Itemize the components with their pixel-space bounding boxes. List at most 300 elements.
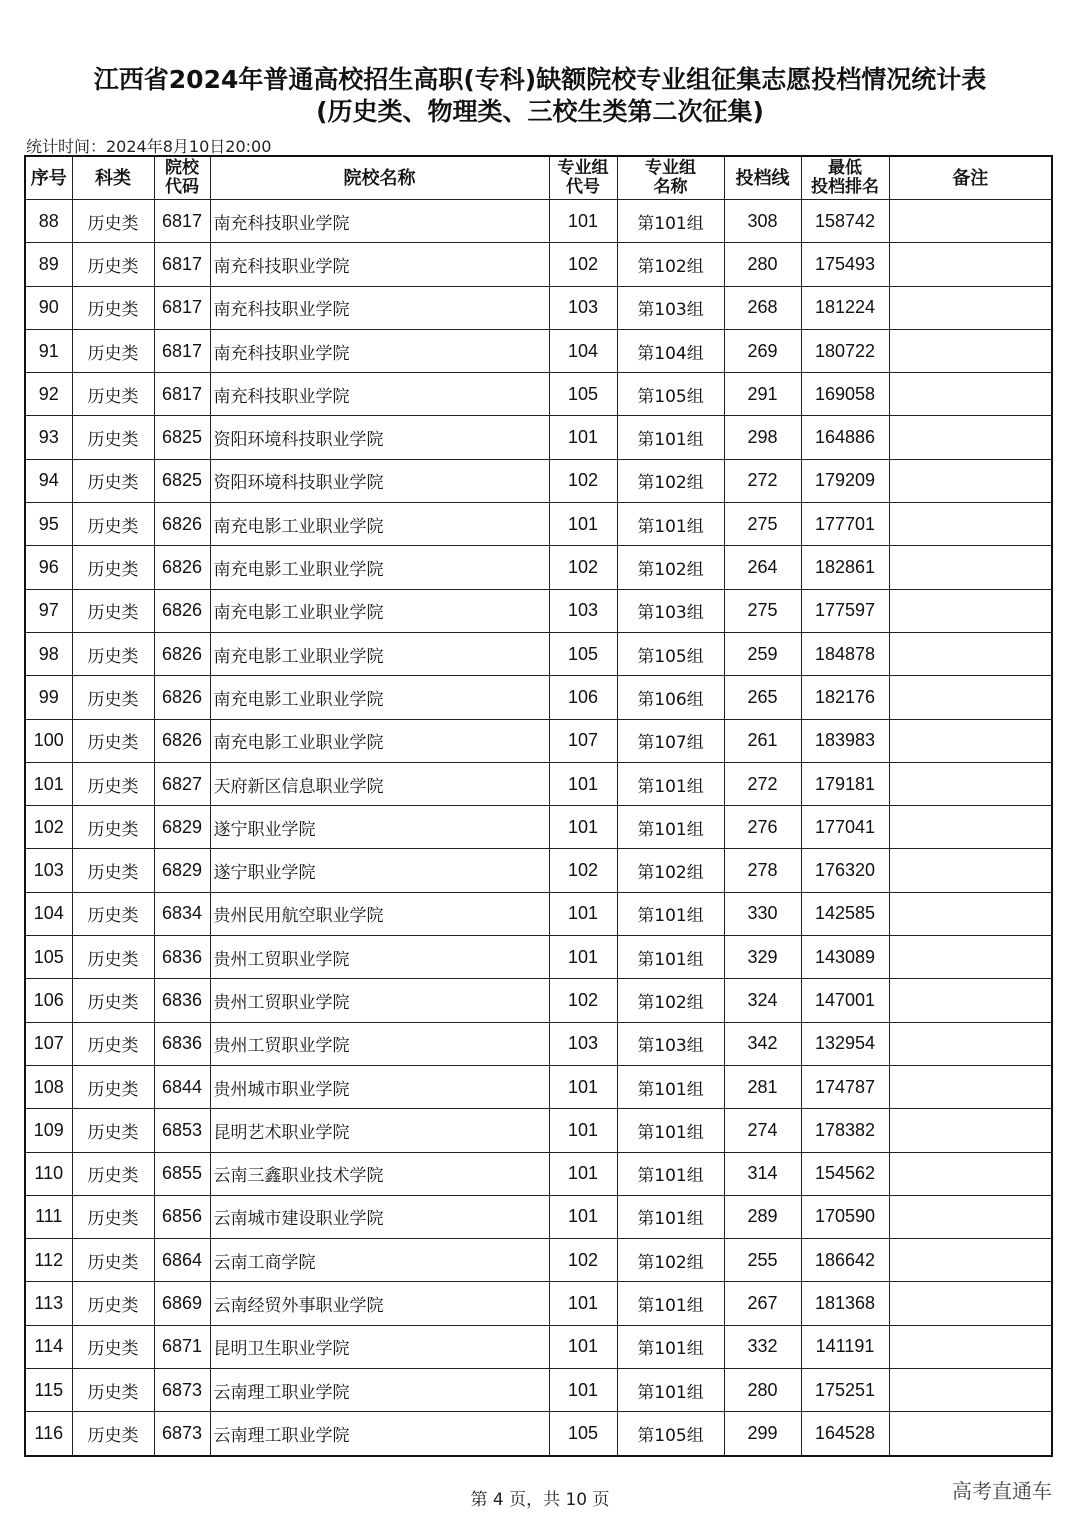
cell-group-code: 102 xyxy=(549,849,617,892)
cell-school-name: 贵州工贸职业学院 xyxy=(210,979,549,1022)
cell-min-rank: 181368 xyxy=(801,1282,889,1325)
cell-category: 历史类 xyxy=(72,243,154,286)
cell-school-name: 南充科技职业学院 xyxy=(210,286,549,329)
cell-group-name: 第107组 xyxy=(617,719,724,762)
table-row xyxy=(25,1369,1052,1412)
cell-group-code: 101 xyxy=(549,762,617,805)
cell-category: 历史类 xyxy=(72,762,154,805)
cell-school-name: 南充电影工业职业学院 xyxy=(210,589,549,632)
cell-min-rank: 175493 xyxy=(801,243,889,286)
cell-group-name: 第101组 xyxy=(617,1325,724,1368)
cell-school-name: 贵州工贸职业学院 xyxy=(210,1022,549,1065)
header-category: 科类 xyxy=(72,156,154,200)
cell-score-line: 280 xyxy=(724,243,801,286)
cell-seq: 96 xyxy=(25,546,72,589)
cell-min-rank: 182176 xyxy=(801,676,889,719)
cell-min-rank: 180722 xyxy=(801,329,889,372)
table-row xyxy=(25,719,1052,762)
cell-group-code: 101 xyxy=(549,892,617,935)
cell-group-code: 101 xyxy=(549,1109,617,1152)
cell-category: 历史类 xyxy=(72,1065,154,1108)
cell-remark xyxy=(889,979,1052,1022)
cell-group-code: 101 xyxy=(549,1152,617,1195)
cell-group-code: 101 xyxy=(549,1065,617,1108)
cell-score-line: 332 xyxy=(724,1325,801,1368)
cell-group-name: 第101组 xyxy=(617,1109,724,1152)
cell-min-rank: 175251 xyxy=(801,1369,889,1412)
admission-table xyxy=(24,155,1053,1457)
cell-group-code: 101 xyxy=(549,503,617,546)
cell-min-rank: 142585 xyxy=(801,892,889,935)
table-row xyxy=(25,286,1052,329)
cell-school-name: 南充电影工业职业学院 xyxy=(210,676,549,719)
cell-remark xyxy=(889,286,1052,329)
cell-remark xyxy=(889,243,1052,286)
cell-score-line: 272 xyxy=(724,762,801,805)
cell-group-name: 第102组 xyxy=(617,459,724,502)
cell-min-rank: 179209 xyxy=(801,459,889,502)
cell-school-code: 6817 xyxy=(154,243,210,286)
cell-seq: 95 xyxy=(25,503,72,546)
cell-score-line: 268 xyxy=(724,286,801,329)
table-row xyxy=(25,416,1052,459)
cell-score-line: 259 xyxy=(724,632,801,675)
table-row xyxy=(25,329,1052,372)
header-group-name: 专业组 名称 xyxy=(617,156,724,200)
header-group-code: 专业组 代号 xyxy=(549,156,617,200)
cell-min-rank: 179181 xyxy=(801,762,889,805)
cell-school-name: 贵州民用航空职业学院 xyxy=(210,892,549,935)
cell-min-rank: 169058 xyxy=(801,373,889,416)
cell-min-rank: 147001 xyxy=(801,979,889,1022)
table-row xyxy=(25,1412,1052,1456)
cell-score-line: 298 xyxy=(724,416,801,459)
cell-score-line: 261 xyxy=(724,719,801,762)
table-row xyxy=(25,1152,1052,1195)
cell-min-rank: 186642 xyxy=(801,1239,889,1282)
cell-group-name: 第101组 xyxy=(617,1282,724,1325)
cell-school-name: 天府新区信息职业学院 xyxy=(210,762,549,805)
cell-category: 历史类 xyxy=(72,373,154,416)
cell-seq: 100 xyxy=(25,719,72,762)
cell-group-code: 105 xyxy=(549,1412,617,1456)
cell-group-code: 106 xyxy=(549,676,617,719)
cell-category: 历史类 xyxy=(72,892,154,935)
cell-category: 历史类 xyxy=(72,1282,154,1325)
header-school-code: 院校 代码 xyxy=(154,156,210,200)
header-school-name: 院校名称 xyxy=(210,156,549,200)
cell-min-rank: 178382 xyxy=(801,1109,889,1152)
cell-score-line: 278 xyxy=(724,849,801,892)
cell-school-name: 南充科技职业学院 xyxy=(210,329,549,372)
cell-group-name: 第104组 xyxy=(617,329,724,372)
cell-school-code: 6836 xyxy=(154,979,210,1022)
cell-remark xyxy=(889,806,1052,849)
cell-remark xyxy=(889,589,1052,632)
cell-score-line: 329 xyxy=(724,936,801,979)
header-remark: 备注 xyxy=(889,156,1052,200)
cell-score-line: 280 xyxy=(724,1369,801,1412)
cell-category: 历史类 xyxy=(72,1195,154,1238)
cell-category: 历史类 xyxy=(72,589,154,632)
cell-group-name: 第101组 xyxy=(617,936,724,979)
cell-seq: 92 xyxy=(25,373,72,416)
cell-group-name: 第106组 xyxy=(617,676,724,719)
cell-group-code: 105 xyxy=(549,632,617,675)
cell-category: 历史类 xyxy=(72,459,154,502)
table-row xyxy=(25,1282,1052,1325)
cell-group-code: 102 xyxy=(549,546,617,589)
cell-remark xyxy=(889,1369,1052,1412)
cell-school-code: 6826 xyxy=(154,503,210,546)
cell-group-name: 第101组 xyxy=(617,1369,724,1412)
cell-category: 历史类 xyxy=(72,200,154,243)
cell-score-line: 291 xyxy=(724,373,801,416)
cell-min-rank: 176320 xyxy=(801,849,889,892)
cell-group-name: 第101组 xyxy=(617,892,724,935)
page-indicator: 第 4 页，共 10 页 xyxy=(470,1490,610,1510)
cell-score-line: 272 xyxy=(724,459,801,502)
brand-label: 高考直通车 xyxy=(952,1479,1052,1503)
cell-min-rank: 183983 xyxy=(801,719,889,762)
cell-school-name: 云南城市建设职业学院 xyxy=(210,1195,549,1238)
table-row xyxy=(25,632,1052,675)
cell-school-name: 云南工商学院 xyxy=(210,1239,549,1282)
cell-seq: 94 xyxy=(25,459,72,502)
table-row xyxy=(25,979,1052,1022)
cell-group-name: 第105组 xyxy=(617,1412,724,1456)
cell-school-code: 6856 xyxy=(154,1195,210,1238)
cell-school-code: 6826 xyxy=(154,676,210,719)
cell-remark xyxy=(889,936,1052,979)
cell-remark xyxy=(889,1022,1052,1065)
cell-school-code: 6825 xyxy=(154,416,210,459)
cell-group-name: 第101组 xyxy=(617,200,724,243)
cell-category: 历史类 xyxy=(72,979,154,1022)
cell-min-rank: 181224 xyxy=(801,286,889,329)
cell-score-line: 289 xyxy=(724,1195,801,1238)
cell-score-line: 276 xyxy=(724,806,801,849)
cell-seq: 89 xyxy=(25,243,72,286)
cell-seq: 115 xyxy=(25,1369,72,1412)
cell-seq: 101 xyxy=(25,762,72,805)
cell-min-rank: 141191 xyxy=(801,1325,889,1368)
cell-group-code: 104 xyxy=(549,329,617,372)
cell-score-line: 274 xyxy=(724,1109,801,1152)
cell-score-line: 275 xyxy=(724,503,801,546)
cell-category: 历史类 xyxy=(72,1109,154,1152)
cell-school-name: 南充电影工业职业学院 xyxy=(210,503,549,546)
cell-remark xyxy=(889,546,1052,589)
cell-group-name: 第101组 xyxy=(617,503,724,546)
cell-group-code: 101 xyxy=(549,936,617,979)
cell-group-code: 101 xyxy=(549,806,617,849)
cell-school-code: 6853 xyxy=(154,1109,210,1152)
cell-group-code: 102 xyxy=(549,979,617,1022)
table-row xyxy=(25,892,1052,935)
cell-school-name: 昆明卫生职业学院 xyxy=(210,1325,549,1368)
cell-category: 历史类 xyxy=(72,806,154,849)
cell-school-name: 资阳环境科技职业学院 xyxy=(210,416,549,459)
cell-school-code: 6826 xyxy=(154,589,210,632)
cell-group-code: 101 xyxy=(549,416,617,459)
cell-school-code: 6825 xyxy=(154,459,210,502)
table-row xyxy=(25,503,1052,546)
cell-group-name: 第101组 xyxy=(617,1152,724,1195)
cell-group-name: 第105组 xyxy=(617,632,724,675)
cell-seq: 93 xyxy=(25,416,72,459)
cell-seq: 108 xyxy=(25,1065,72,1108)
cell-group-code: 102 xyxy=(549,459,617,502)
cell-school-name: 资阳环境科技职业学院 xyxy=(210,459,549,502)
cell-seq: 98 xyxy=(25,632,72,675)
cell-score-line: 275 xyxy=(724,589,801,632)
cell-group-code: 101 xyxy=(549,1369,617,1412)
cell-school-name: 南充科技职业学院 xyxy=(210,243,549,286)
table-row xyxy=(25,1065,1052,1108)
cell-seq: 109 xyxy=(25,1109,72,1152)
cell-school-code: 6829 xyxy=(154,849,210,892)
header-min-rank: 最低 投档排名 xyxy=(801,156,889,200)
cell-group-name: 第101组 xyxy=(617,1195,724,1238)
table-row xyxy=(25,936,1052,979)
cell-remark xyxy=(889,1195,1052,1238)
cell-remark xyxy=(889,503,1052,546)
cell-school-code: 6864 xyxy=(154,1239,210,1282)
cell-min-rank: 170590 xyxy=(801,1195,889,1238)
table-row xyxy=(25,1022,1052,1065)
cell-category: 历史类 xyxy=(72,329,154,372)
cell-score-line: 324 xyxy=(724,979,801,1022)
cell-group-name: 第102组 xyxy=(617,979,724,1022)
cell-group-name: 第101组 xyxy=(617,416,724,459)
cell-seq: 102 xyxy=(25,806,72,849)
cell-school-code: 6826 xyxy=(154,719,210,762)
title-line-2: (历史类、物理类、三校生类第二次征集) xyxy=(316,97,764,126)
cell-category: 历史类 xyxy=(72,1022,154,1065)
cell-score-line: 330 xyxy=(724,892,801,935)
cell-remark xyxy=(889,329,1052,372)
cell-min-rank: 164528 xyxy=(801,1412,889,1456)
cell-seq: 90 xyxy=(25,286,72,329)
cell-group-code: 103 xyxy=(549,589,617,632)
cell-remark xyxy=(889,849,1052,892)
cell-group-code: 101 xyxy=(549,1325,617,1368)
cell-school-code: 6817 xyxy=(154,329,210,372)
stat-time: 统计时间：2024年8月10日20:00 xyxy=(26,137,272,156)
cell-school-name: 南充科技职业学院 xyxy=(210,373,549,416)
cell-seq: 107 xyxy=(25,1022,72,1065)
cell-min-rank: 177597 xyxy=(801,589,889,632)
cell-min-rank: 177701 xyxy=(801,503,889,546)
cell-group-code: 102 xyxy=(549,1239,617,1282)
cell-min-rank: 184878 xyxy=(801,632,889,675)
cell-school-name: 贵州工贸职业学院 xyxy=(210,936,549,979)
cell-remark xyxy=(889,200,1052,243)
table-row xyxy=(25,373,1052,416)
cell-min-rank: 174787 xyxy=(801,1065,889,1108)
cell-school-code: 6855 xyxy=(154,1152,210,1195)
cell-school-code: 6827 xyxy=(154,762,210,805)
title-line-1: 江西省2024年普通高校招生高职(专科)缺额院校专业组征集志愿投档情况统计表 xyxy=(93,65,987,94)
cell-category: 历史类 xyxy=(72,849,154,892)
cell-score-line: 308 xyxy=(724,200,801,243)
cell-score-line: 255 xyxy=(724,1239,801,1282)
cell-score-line: 267 xyxy=(724,1282,801,1325)
cell-category: 历史类 xyxy=(72,936,154,979)
header-row xyxy=(25,156,1052,200)
cell-school-code: 6817 xyxy=(154,286,210,329)
cell-remark xyxy=(889,632,1052,675)
table-row xyxy=(25,849,1052,892)
cell-group-name: 第101组 xyxy=(617,1065,724,1108)
cell-school-name: 遂宁职业学院 xyxy=(210,806,549,849)
cell-remark xyxy=(889,1065,1052,1108)
cell-school-name: 南充科技职业学院 xyxy=(210,200,549,243)
cell-remark xyxy=(889,1239,1052,1282)
cell-group-name: 第102组 xyxy=(617,849,724,892)
cell-school-name: 南充电影工业职业学院 xyxy=(210,719,549,762)
cell-seq: 99 xyxy=(25,676,72,719)
cell-group-code: 105 xyxy=(549,373,617,416)
cell-score-line: 299 xyxy=(724,1412,801,1456)
cell-category: 历史类 xyxy=(72,1369,154,1412)
cell-school-name: 遂宁职业学院 xyxy=(210,849,549,892)
cell-school-code: 6869 xyxy=(154,1282,210,1325)
cell-seq: 114 xyxy=(25,1325,72,1368)
table-row xyxy=(25,546,1052,589)
cell-group-name: 第103组 xyxy=(617,286,724,329)
cell-school-code: 6844 xyxy=(154,1065,210,1108)
cell-min-rank: 143089 xyxy=(801,936,889,979)
cell-group-code: 101 xyxy=(549,200,617,243)
cell-group-name: 第102组 xyxy=(617,1239,724,1282)
cell-category: 历史类 xyxy=(72,1325,154,1368)
cell-score-line: 342 xyxy=(724,1022,801,1065)
cell-remark xyxy=(889,1412,1052,1456)
cell-seq: 103 xyxy=(25,849,72,892)
cell-remark xyxy=(889,373,1052,416)
cell-remark xyxy=(889,416,1052,459)
cell-category: 历史类 xyxy=(72,546,154,589)
cell-category: 历史类 xyxy=(72,676,154,719)
table-row xyxy=(25,1109,1052,1152)
cell-min-rank: 158742 xyxy=(801,200,889,243)
table-row xyxy=(25,1325,1052,1368)
cell-seq: 113 xyxy=(25,1282,72,1325)
cell-group-name: 第101组 xyxy=(617,806,724,849)
cell-category: 历史类 xyxy=(72,416,154,459)
cell-remark xyxy=(889,1282,1052,1325)
cell-score-line: 269 xyxy=(724,329,801,372)
cell-school-name: 昆明艺术职业学院 xyxy=(210,1109,549,1152)
cell-group-name: 第103组 xyxy=(617,1022,724,1065)
cell-group-name: 第102组 xyxy=(617,546,724,589)
cell-score-line: 264 xyxy=(724,546,801,589)
cell-seq: 112 xyxy=(25,1239,72,1282)
header-score-line: 投档线 xyxy=(724,156,801,200)
cell-seq: 88 xyxy=(25,200,72,243)
cell-score-line: 281 xyxy=(724,1065,801,1108)
cell-remark xyxy=(889,676,1052,719)
cell-category: 历史类 xyxy=(72,1412,154,1456)
cell-school-name: 云南理工职业学院 xyxy=(210,1412,549,1456)
cell-seq: 106 xyxy=(25,979,72,1022)
cell-remark xyxy=(889,719,1052,762)
table-row xyxy=(25,1239,1052,1282)
table-row xyxy=(25,762,1052,805)
cell-seq: 111 xyxy=(25,1195,72,1238)
cell-school-code: 6817 xyxy=(154,200,210,243)
cell-group-name: 第105组 xyxy=(617,373,724,416)
cell-seq: 105 xyxy=(25,936,72,979)
cell-school-code: 6826 xyxy=(154,632,210,675)
cell-category: 历史类 xyxy=(72,503,154,546)
table-row xyxy=(25,1195,1052,1238)
cell-min-rank: 182861 xyxy=(801,546,889,589)
cell-score-line: 314 xyxy=(724,1152,801,1195)
cell-remark xyxy=(889,1325,1052,1368)
cell-seq: 104 xyxy=(25,892,72,935)
cell-school-code: 6834 xyxy=(154,892,210,935)
cell-seq: 110 xyxy=(25,1152,72,1195)
cell-group-code: 107 xyxy=(549,719,617,762)
cell-seq: 116 xyxy=(25,1412,72,1456)
cell-score-line: 265 xyxy=(724,676,801,719)
cell-school-name: 南充电影工业职业学院 xyxy=(210,632,549,675)
table-row xyxy=(25,676,1052,719)
cell-remark xyxy=(889,1152,1052,1195)
cell-school-code: 6826 xyxy=(154,546,210,589)
cell-min-rank: 132954 xyxy=(801,1022,889,1065)
cell-min-rank: 154562 xyxy=(801,1152,889,1195)
cell-remark xyxy=(889,762,1052,805)
cell-min-rank: 177041 xyxy=(801,806,889,849)
cell-school-name: 南充电影工业职业学院 xyxy=(210,546,549,589)
cell-school-name: 云南经贸外事职业学院 xyxy=(210,1282,549,1325)
cell-school-code: 6873 xyxy=(154,1369,210,1412)
cell-group-code: 103 xyxy=(549,1022,617,1065)
cell-category: 历史类 xyxy=(72,286,154,329)
cell-remark xyxy=(889,459,1052,502)
cell-group-name: 第103组 xyxy=(617,589,724,632)
cell-school-code: 6836 xyxy=(154,1022,210,1065)
table-row xyxy=(25,200,1052,243)
cell-group-code: 103 xyxy=(549,286,617,329)
cell-group-code: 102 xyxy=(549,243,617,286)
cell-group-name: 第102组 xyxy=(617,243,724,286)
header-seq: 序号 xyxy=(25,156,72,200)
table-row xyxy=(25,459,1052,502)
cell-category: 历史类 xyxy=(72,1152,154,1195)
cell-group-code: 101 xyxy=(549,1282,617,1325)
cell-seq: 91 xyxy=(25,329,72,372)
cell-seq: 97 xyxy=(25,589,72,632)
cell-school-name: 云南三鑫职业技术学院 xyxy=(210,1152,549,1195)
cell-category: 历史类 xyxy=(72,632,154,675)
cell-category: 历史类 xyxy=(72,719,154,762)
table-row xyxy=(25,243,1052,286)
cell-min-rank: 164886 xyxy=(801,416,889,459)
cell-school-code: 6836 xyxy=(154,936,210,979)
cell-school-code: 6871 xyxy=(154,1325,210,1368)
cell-remark xyxy=(889,892,1052,935)
cell-category: 历史类 xyxy=(72,1239,154,1282)
cell-group-code: 101 xyxy=(549,1195,617,1238)
table-row xyxy=(25,806,1052,849)
cell-school-code: 6873 xyxy=(154,1412,210,1456)
cell-group-name: 第101组 xyxy=(617,762,724,805)
